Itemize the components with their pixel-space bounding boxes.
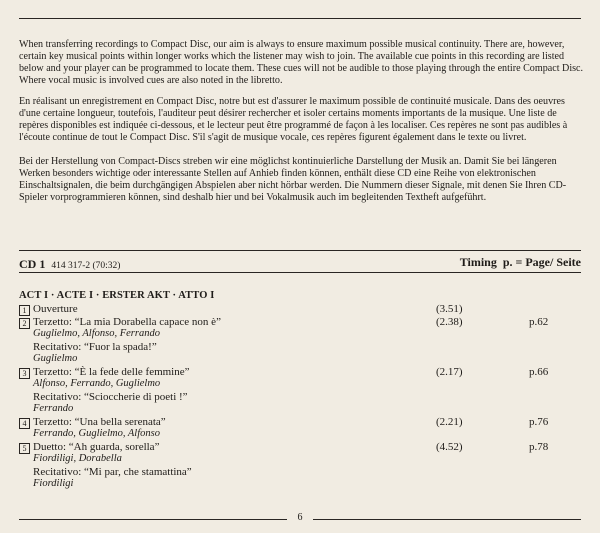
top-rule	[19, 18, 581, 19]
track-time: (2.38)	[436, 315, 463, 328]
track-page: p.62	[529, 315, 549, 328]
recitative: Recitativo: “Scioccherie di poeti !”	[33, 390, 188, 403]
track-row	[19, 441, 581, 454]
track-detail	[19, 328, 581, 341]
track-detail	[19, 341, 581, 354]
header-rule	[19, 272, 581, 273]
track-detail	[19, 478, 581, 491]
intro-french: En réalisant un enregistrement en Compact Disc, notre but est d'assurer le maximum possible de continuité musicale. Dans des oeuvres d'une certaine longueur, toutefois, l'auditeur peut désirer rechercher et isoler certains moments importants de la musique. Une liste de repères disponibles est indiquée ci-dessous, et le lecteur peut être programmé de façon à les localiser. Ces repères ne sont pas audibles à l'écoute continue de tout le Compact Disc. S'il s'agit de musique vocale, ces repères figurent également dans le texte ou livret.	[19, 96, 568, 143]
page-footer	[19, 512, 581, 526]
cue-number: 2	[19, 318, 30, 329]
footer-rule-right	[313, 519, 581, 520]
track-detail	[19, 403, 581, 416]
track-title: Duetto: “Ah guarda, sorella”	[33, 440, 160, 453]
page-number: 6	[297, 512, 303, 523]
track-list	[19, 303, 581, 491]
cd-catalog: 414 317-2 (70:32)	[51, 261, 121, 271]
section-rule	[19, 250, 581, 251]
track-detail	[19, 391, 581, 404]
cue-number: 5	[19, 443, 30, 454]
track-row	[19, 416, 581, 429]
recitative: Recitativo: “Fuor la spada!”	[33, 340, 157, 353]
cd-title: CD 1	[19, 257, 46, 271]
cue-number: 4	[19, 418, 30, 429]
recitative: Recitativo: “Mi par, che stamattina”	[33, 465, 192, 478]
cue-number: 1	[19, 305, 30, 316]
track-detail	[19, 378, 581, 391]
track-row	[19, 366, 581, 379]
track-detail	[19, 466, 581, 479]
cd-header	[19, 255, 581, 271]
singers: Ferrando, Guglielmo, Alfonso	[33, 428, 160, 439]
track-detail	[19, 453, 581, 466]
act-heading: ACT I · ACTE I · ERSTER AKT · ATTO I	[19, 290, 215, 301]
page-label: p. = Page/ Seite	[502, 255, 581, 269]
singers: Ferrando	[33, 403, 74, 414]
singers: Guglielmo	[33, 353, 78, 364]
singers: Fiordiligi, Dorabella	[33, 453, 122, 464]
singers: Guglielmo, Alfonso, Ferrando	[33, 328, 160, 339]
track-time: (4.52)	[436, 440, 463, 453]
singers: Alfonso, Ferrando, Guglielmo	[33, 378, 161, 389]
track-time: (2.21)	[436, 415, 463, 428]
track-detail	[19, 353, 581, 366]
track-row	[19, 316, 581, 329]
track-detail	[19, 428, 581, 441]
track-page: p.76	[529, 415, 549, 428]
track-page: p.78	[529, 440, 549, 453]
track-title: Terzetto: “Una bella serenata”	[33, 415, 166, 428]
track-title: Terzetto: “La mia Dorabella capace non è”	[33, 315, 221, 328]
singers: Fiordiligi	[33, 478, 74, 489]
track-page: p.66	[529, 365, 549, 378]
intro-english: When transferring recordings to Compact Disc, our aim is always to ensure maximum possible musical continuity. There are, however, certain key musical points within longer works which the listener may wish to join. The available cue points in this recording are listed below and your player can be programmed to locate them. These cues will not be audible to those playing through the entire Compact Disc. Where vocal music is involved cues are also noted in the libretto.	[19, 39, 584, 86]
cue-number: 3	[19, 368, 30, 379]
track-time: (2.17)	[436, 365, 463, 378]
timing-label: Timing	[459, 255, 497, 269]
track-title: Terzetto: “È la fede delle femmine”	[33, 365, 190, 378]
track-title: Ouverture	[33, 303, 78, 315]
track-row	[19, 303, 581, 316]
intro-german: Bei der Herstellung von Compact-Discs streben wir eine möglichst kontinuierliche Darstellung der Musik an. Damit Sie bei längeren Werken besonders wichtige oder interessante Stellen auf Anhieb finden können, enthält diese CD eine Reihe von elektronischen Einschaltsignalen, die beim durchgängigen Abspielen aber nicht hörbar werden. Die Nummern dieser Signale, mit denen Sie Ihren CD-Spieler vorprogrammieren können, sind deshalb hier und bei Vokalmusik auch im begleitenden Textheft aufgeführt.	[19, 156, 567, 203]
track-time: (3.51)	[436, 303, 463, 315]
